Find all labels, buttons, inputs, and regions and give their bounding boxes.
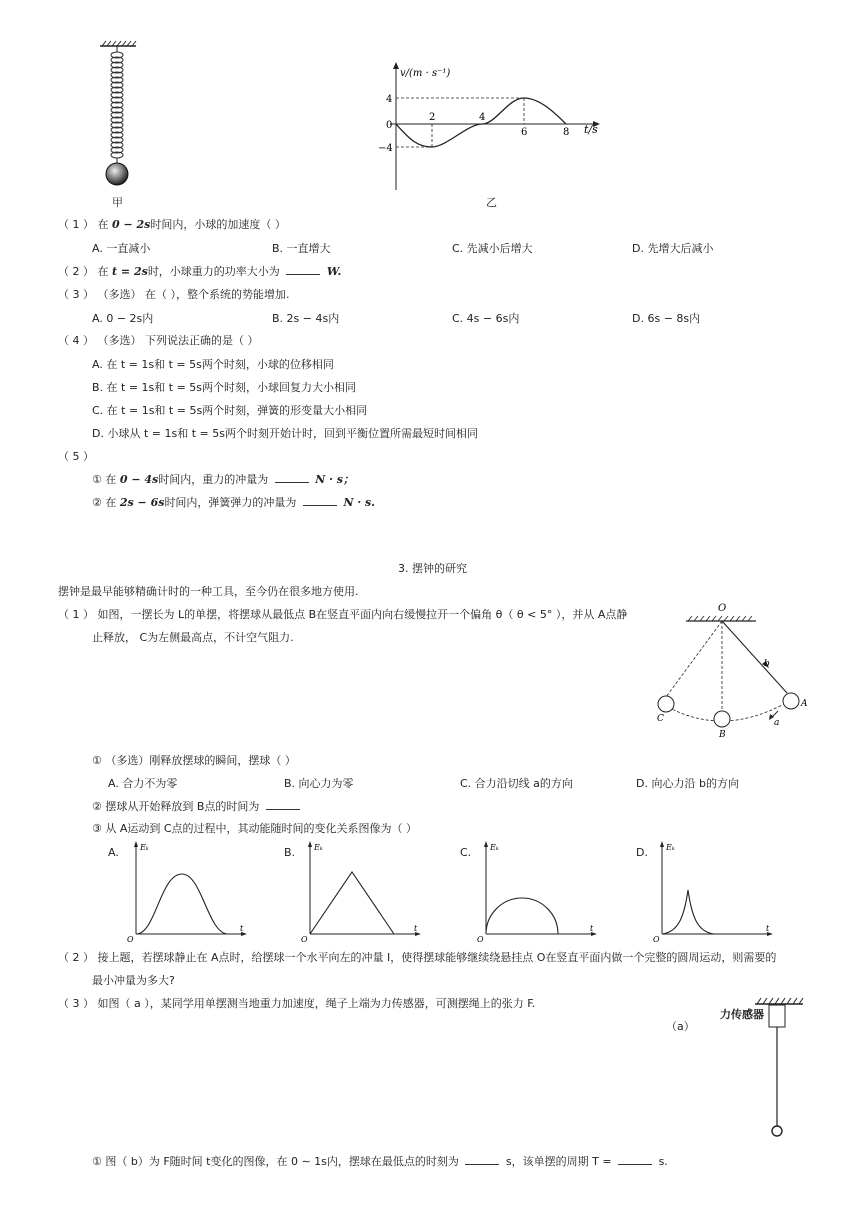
graph-option-a-label[interactable]: A. [108,846,119,859]
ek-graph-a[interactable] [124,838,254,946]
s3-q1-line2: 止释放， C为左侧最高点，不计空气阻力. [92,631,294,644]
q4-stem: （ 4 ） （多选） 下列说法正确的是（ ） [58,334,259,347]
q5-num: （ 5 ） [58,450,94,463]
s3-q1-sub1-option-a[interactable]: A. 合力不为零 [108,777,178,790]
vt-axis-x-label: t/s [584,123,598,136]
q1-option-c[interactable]: C. 先减小后增大 [452,242,533,255]
q4-option-c[interactable]: C. 在 t = 1s和 t = 5s两个时刻，弹簧的形变量大小相同 [92,404,368,417]
q3-option-c[interactable]: C. 4s − 6s内 [452,312,520,325]
pendulum-figure [646,598,816,743]
s3-q3-sub1: ① 图（ b）为 F随时间 t变化的图像，在 0 ∼ 1s内，摆球在最低点的时刻为 s，该单摆的周期 T = s. [92,1155,668,1168]
s3-q1-sub3: ③ 从 A运动到 C点的过程中，其动能随时间的变化关系图像为（ ） [92,822,418,835]
q5-sub2: ② 在 2s − 6s时间内，弹簧弹力的冲量为 N · s. [92,496,376,509]
sensor-label: 力传感器 [720,1008,764,1021]
ek-graph-b[interactable] [298,838,428,946]
q3-option-d[interactable]: D. 6s − 8s内 [632,312,701,325]
vt-axis-y-label: v/(m · s⁻¹) [400,68,451,79]
s3-q1-sub1-option-b[interactable]: B. 向心力为零 [284,777,354,790]
spring-ball-figure [90,38,150,198]
q2-stem: （ 2 ） 在 t = 2s时，小球重力的功率大小为 W. [58,265,342,278]
q3-stem: （ 3 ） （多选） 在（ ），整个系统的势能增加. [58,288,290,301]
pendulum-label-b: b [764,659,770,669]
s3-q1-line1: （ 1 ） 如图，一摆长为 L的单摆，将摆球从最低点 B在竖直平面内向右缓慢拉开一个偏角 θ（ θ < 5° ），并从 A点静 [58,608,628,621]
q3-option-a[interactable]: A. 0 − 2s内 [92,312,154,325]
s3-q2-line1: （ 2 ） 接上题，若摆球静止在 A点时，给摆球一个水平向左的冲量 I，使得摆球能够继续绕悬挂点 O在竖直平面内做一个完整的圆周运动，则需要的 [58,951,777,964]
q1-option-a[interactable]: A. 一直减小 [92,242,151,255]
section3-title: 3. 摆钟的研究 [398,562,467,575]
s3-q3-line1: （ 3 ） 如图（ a ），某同学用单摆测当地重力加速度，绳子上端为力传感器，可测摆绳上的张力 F. [58,997,536,1010]
vt-tick-x8: 8 [563,127,570,138]
pendulum-label-B: B [719,730,726,740]
s3-q3-sub1-blank2[interactable] [618,1155,652,1165]
vt-tick-yneg4: −4 [378,143,393,154]
vt-tick-y4: 4 [386,94,393,105]
q5-sub2-blank[interactable] [303,496,337,506]
q1-option-b[interactable]: B. 一直增大 [272,242,331,255]
q5-sub1-blank[interactable] [275,473,309,483]
q1-stem: （ 1 ） 在 0 − 2s时间内，小球的加速度（ ） [58,218,286,231]
s3-q3-sub1-blank1[interactable] [465,1155,499,1165]
ek-graph-c[interactable] [474,838,604,946]
pendulum-label-A: A [801,699,808,709]
s3-q1-sub2-blank[interactable] [266,800,300,810]
vt-tick-y0: 0 [386,120,393,131]
ek-graph-d[interactable] [650,838,780,946]
q5-sub1: ① 在 0 − 4s时间内，重力的冲量为 N · s； [92,473,354,486]
ek-a-origin: O [127,935,134,944]
graph-option-c-label[interactable]: C. [460,846,472,859]
s3-q1-sub1-option-d[interactable]: D. 向心力沿 b的方向 [636,777,739,790]
ek-a-xlabel: t [240,924,244,933]
pendulum-label-C: C [657,714,664,724]
s3-q2-line2: 最小冲量为多大? [92,974,175,987]
ek-d-ylabel: Eₖ [666,843,675,852]
q4-option-a[interactable]: A. 在 t = 1s和 t = 5s两个时刻，小球的位移相同 [92,358,334,371]
pendulum-label-O: O [718,603,727,614]
fig-a-label: （a） [666,1020,695,1033]
q3-option-b[interactable]: B. 2s − 4s内 [272,312,340,325]
q2-answer-blank[interactable] [286,265,320,275]
figure-yi-label: 乙 [486,196,497,209]
graph-option-d-label[interactable]: D. [636,846,648,859]
q4-option-b[interactable]: B. 在 t = 1s和 t = 5s两个时刻，小球回复力大小相同 [92,381,357,394]
vt-tick-x2: 2 [429,112,436,123]
vt-tick-x6: 6 [521,127,528,138]
s3-q1-sub1: ① （多选）刚释放摆球的瞬间，摆球（ ） [92,754,296,767]
ek-c-xlabel: t [590,924,594,933]
vt-tick-x4: 4 [479,112,486,123]
ek-b-ylabel: Eₖ [314,843,323,852]
ek-b-origin: O [301,935,308,944]
q1-option-d[interactable]: D. 先增大后减小 [632,242,714,255]
s3-q1-sub2: ② 摆球从开始释放到 B点的时间为 [92,800,303,814]
pendulum-label-a: a [774,718,780,728]
ek-d-xlabel: t [766,924,770,933]
s3-q1-sub1-option-c[interactable]: C. 合力沿切线 a的方向 [460,777,573,790]
ek-c-ylabel: Eₖ [490,843,499,852]
ek-d-origin: O [653,935,660,944]
ek-b-xlabel: t [414,924,418,933]
q4-option-d[interactable]: D. 小球从 t = 1s和 t = 5s两个时刻开始计时，回到平衡位置所需最短时间相同 [92,427,478,440]
graph-option-b-label[interactable]: B. [284,846,296,859]
figure-jia-label: 甲 [112,196,123,209]
ek-a-ylabel: Eₖ [140,843,149,852]
ek-c-origin: O [477,935,484,944]
vt-graph-figure [360,60,610,200]
section3-intro: 摆钟是最早能够精确计时的一种工具，至今仍在很多地方使用. [58,585,359,598]
